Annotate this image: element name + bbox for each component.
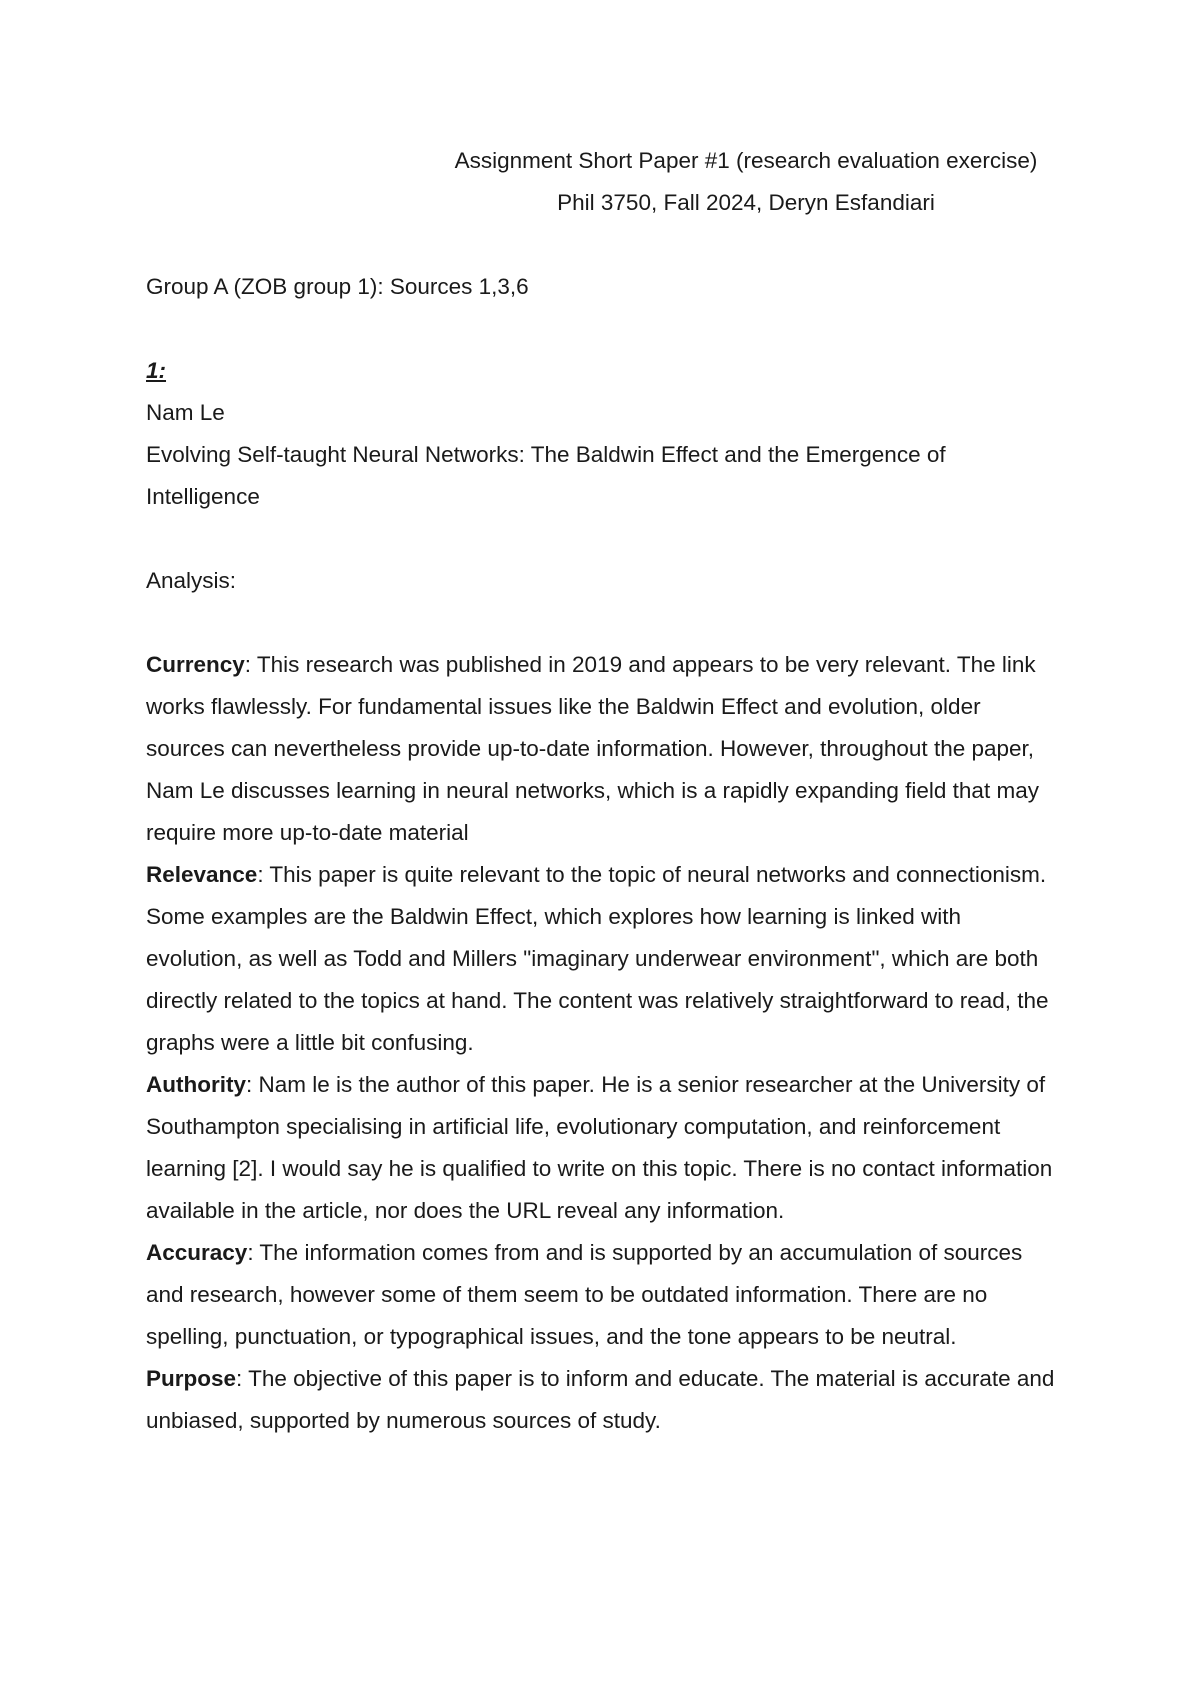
- criterion-text: : This paper is quite relevant to the topic of neural networks and connectionism. Some examples are the Baldwin Effect, which explores how learning is linked with evolution, as well as Todd and Millers "imaginary underwear environment", which are both directly related to the topics at hand. The content was relatively straightforward to read, the graphs were a little bit confusing.: [146, 862, 1049, 1055]
- source-title: Evolving Self-taught Neural Networks: The Baldwin Effect and the Emergence of Intelligence: [146, 442, 946, 509]
- criterion-purpose: [146, 1358, 1061, 1442]
- criterion-label: Accuracy: [146, 1240, 248, 1265]
- document-body: [146, 140, 1061, 1442]
- criterion-label: Purpose: [146, 1366, 237, 1391]
- spacer: [146, 602, 1061, 644]
- criterion-text: : Nam le is the author of this paper. He is a senior researcher at the University of Southampton specialising in artificial life, evolutionary computation, and reinforcement learning [2]. I would say he is qualified to write on this topic. There is no contact information available in the article, nor does the URL reveal any information.: [146, 1072, 1053, 1223]
- criterion-label: Authority: [146, 1072, 246, 1097]
- criterion-label: Relevance: [146, 862, 258, 887]
- analysis-heading: Analysis:: [146, 568, 237, 593]
- criterion-relevance: [146, 854, 1061, 1064]
- criterion-authority: [146, 1064, 1061, 1232]
- criterion-text: : The objective of this paper is to inform and educate. The material is accurate and unbiased, supported by numerous sources of study.: [146, 1366, 1055, 1433]
- spacer: [146, 224, 1061, 266]
- criterion-text: : This research was published in 2019 and appears to be very relevant. The link works flawlessly. For fundamental issues like the Baldwin Effect and evolution, older sources can nevertheless provide up-to-date information. However, throughout the paper, Nam Le discusses learning in neural networks, which is a rapidly expanding field that may require more up-to-date material: [146, 652, 1039, 845]
- criterion-text: : The information comes from and is supported by an accumulation of sources and research, however some of them seem to be outdated information. There are no spelling, punctuation, or typographical issues, and the tone appears to be neutral.: [146, 1240, 1023, 1349]
- criterion-currency: [146, 644, 1061, 854]
- spacer: [146, 518, 1061, 560]
- source-number: 1:: [146, 358, 167, 383]
- criterion-label: Currency: [146, 652, 245, 677]
- document-title: Assignment Short Paper #1 (research evaluation exercise): [454, 148, 1038, 173]
- spacer: [146, 308, 1061, 350]
- source-number-line: [146, 350, 1061, 392]
- course-info: Phil 3750, Fall 2024, Deryn Esfandiari: [557, 190, 935, 215]
- criterion-accuracy: [146, 1232, 1061, 1358]
- group-line: Group A (ZOB group 1): Sources 1,3,6: [146, 274, 529, 299]
- source-author: Nam Le: [146, 400, 225, 425]
